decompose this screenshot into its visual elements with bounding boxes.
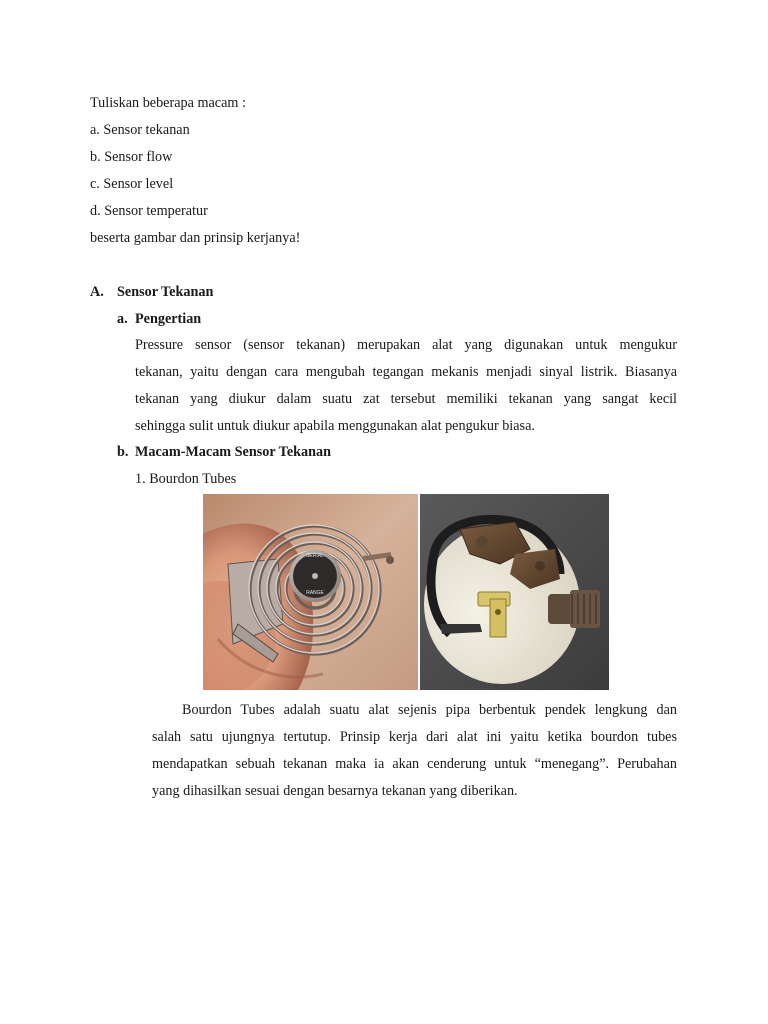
intro-item-a: a. Sensor tekanan: [90, 122, 190, 138]
sub-a-title: Pengertian: [135, 311, 202, 327]
bourdon-gauge-image: [420, 494, 609, 690]
sub-b-title: Macam-Macam Sensor Tekanan: [135, 444, 331, 460]
paragraph-line: tekanan yang diukur dalam suatu zat tersebut memiliki tekanan yang sangat kecil: [135, 391, 677, 407]
section-a-title: Sensor Tekanan: [117, 284, 214, 300]
sub-a-marker: a.: [117, 311, 128, 327]
paragraph-line: salah satu ujungnya tertutup. Prinsip kerja dari alat ini yaitu ketika bourdon tubes: [152, 729, 677, 745]
bourdon-coil-image: [203, 494, 418, 690]
paragraph-line: Pressure sensor (sensor tekanan) merupakan alat yang digunakan untuk mengukur: [135, 337, 677, 353]
intro-line: Tuliskan beberapa macam :: [90, 95, 246, 111]
intro-closing: beserta gambar dan prinsip kerjanya!: [90, 230, 301, 246]
gauge-label-range: RANGE: [306, 590, 324, 596]
intro-item-b: b. Sensor flow: [90, 149, 173, 165]
list-item-bourdon: 1. Bourdon Tubes: [135, 471, 237, 487]
bourdon-coil-photo: [203, 494, 418, 690]
intro-item-d: d. Sensor temperatur: [90, 203, 208, 219]
sub-b-marker: b.: [117, 444, 129, 460]
paragraph-line: sehingga sulit untuk diukur apabila menggunakan alat pengukur biasa.: [135, 418, 535, 434]
gauge-label-serial: SERIAL: [306, 553, 324, 559]
intro-item-c: c. Sensor level: [90, 176, 174, 192]
paragraph-line: Bourdon Tubes adalah suatu alat sejenis pipa berbentuk pendek lengkung dan: [182, 702, 677, 718]
paragraph-line: tekanan, yaitu dengan cara mengubah tegangan mekanis menjadi sinyal listrik. Biasanya: [135, 364, 677, 380]
bourdon-gauge-photo: [420, 494, 609, 690]
paragraph-line: yang dihasilkan sesuai dengan besarnya tekanan yang diberikan.: [152, 783, 518, 799]
paragraph-line: mendapatkan sebuah tekanan maka ia akan cenderung untuk “menegang”. Perubahan: [152, 756, 677, 772]
section-a-marker: A.: [90, 284, 104, 300]
